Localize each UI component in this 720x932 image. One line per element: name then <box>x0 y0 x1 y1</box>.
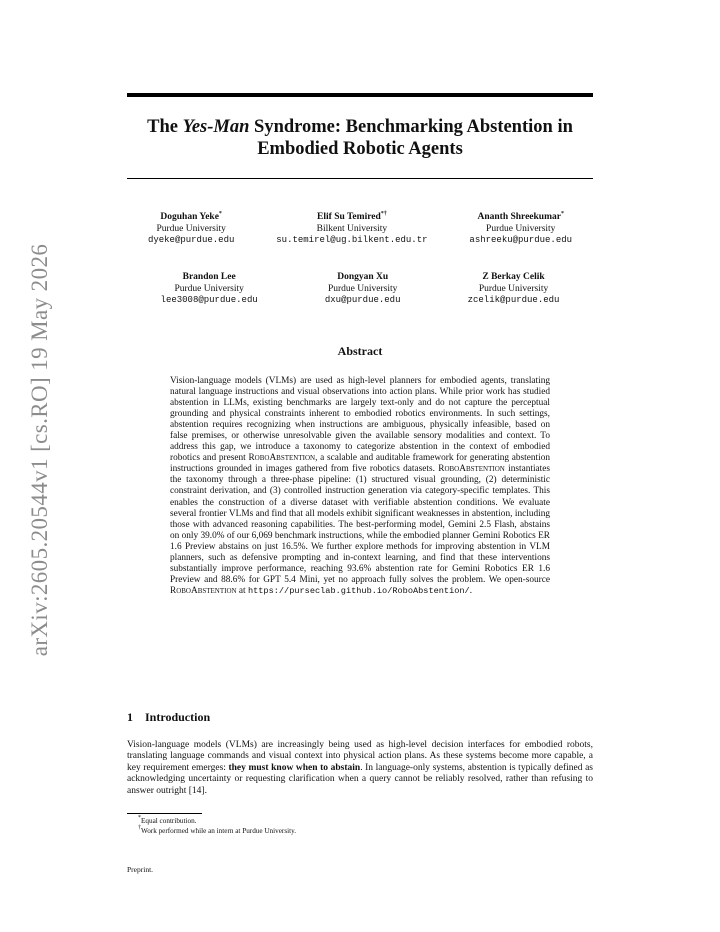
author-affiliation: Purdue University <box>174 283 244 294</box>
abstract-heading: Abstract <box>337 344 383 358</box>
author-email[interactable]: dxu@purdue.edu <box>324 295 401 305</box>
author-block <box>468 272 560 307</box>
key-requirement-text: they must know when to abstain <box>228 762 361 773</box>
author-mark: *† <box>380 211 387 217</box>
author-name: Ananth Shreekumar* <box>477 211 564 222</box>
author-mark: * <box>218 211 222 217</box>
section-title: Introduction <box>145 710 211 724</box>
author-mark: * <box>560 211 564 217</box>
title-italic: Yes-Man <box>182 117 250 137</box>
project-url-link[interactable]: https://purseclab.github.io/RoboAbstention/ <box>247 585 470 596</box>
title-bottom-rule <box>127 178 593 179</box>
footnote: †Work performed while an intern at Purdue University. <box>138 824 297 835</box>
title-part1: The <box>147 117 183 137</box>
author-name: Dongyan Xu <box>337 272 389 282</box>
author-name: Z Berkay Celik <box>482 272 545 282</box>
framework-name: RoboAbstention <box>438 464 505 475</box>
author-row-2 <box>127 272 593 307</box>
author-affiliation: Purdue University <box>327 283 398 294</box>
abstract-body <box>170 376 550 597</box>
author-affiliation: Purdue University <box>486 223 556 234</box>
footnote: *Equal contribution. <box>138 815 197 825</box>
author-block <box>276 212 427 247</box>
arxiv-identifier-text[interactable]: arXiv:2605.20544v1 [cs.RO] 19 May 2026 <box>27 243 52 657</box>
author-email[interactable]: lee3008@purdue.edu <box>160 295 258 305</box>
author-block <box>148 212 234 247</box>
author-email[interactable]: dyeke@purdue.edu <box>147 235 235 245</box>
section-number: 1 <box>127 710 133 724</box>
title-line2: Embodied Robotic Agents <box>257 139 463 159</box>
introduction-paragraph: Vision-language models (VLMs) are increasingly being used as high-level decision interfaces for embodied robots, translating language commands and visual context into physical action plans. As these systems become more capable, a key requirement emerges: they must know when to abstain. In language-only systems, abstention is typically defined as acknowledging uncertainty or requesting clarification when a query cannot be reliably resolved, rather than refusing to answer outright [14]. <box>127 740 593 796</box>
author-affiliation: Bilkent University <box>316 223 388 234</box>
author-email[interactable]: zcelik@purdue.edu <box>467 295 560 305</box>
paper-title <box>127 116 593 160</box>
framework-name: RoboAbstention <box>248 453 316 464</box>
section-heading <box>127 710 210 725</box>
author-name: Elif Su Temired*† <box>317 211 387 222</box>
author-affiliation: Purdue University <box>478 283 549 294</box>
author-email[interactable]: su.temirel@ug.bilkent.edu.tr <box>276 235 428 245</box>
title-top-rule <box>127 93 593 97</box>
author-row-1 <box>127 212 593 247</box>
framework-name: RoboAbstention <box>170 585 237 596</box>
preprint-label: Preprint. <box>127 865 154 874</box>
author-affiliation: Purdue University <box>156 223 226 234</box>
author-name: Doguhan Yeke* <box>160 211 222 222</box>
author-name: Brandon Lee <box>182 272 236 282</box>
author-email[interactable]: ashreeku@purdue.edu <box>469 235 573 245</box>
title-part2: Syndrome: Benchmarking Abstention in <box>249 117 573 137</box>
author-block <box>325 272 401 307</box>
abstract-paragraph: Vision-language models (VLMs) are used as high-level planners for embodied agents, translating natural language instructions and visual observations into action plans. While prior work has studied abstention in LLMs, existing benchmarks are largely text-only and do not capture the perceptual grounding and physical constraints inherent to embodied robotics environments. In such settings, abstention requires recognizing when instructions are ambiguous, physically infeasible, based on false premises, or otherwise unresolvable given the available sensory modalities and context. To address this gap, we introduce a taxonomy to categorize abstention in the context of embodied robotics and present RoboAbstention, a scalable and auditable framework for generating abstention instructions grounded in images gathered from five robotics datasets. RoboAbstention instantiates the taxonomy through a three-phase pipeline: (1) structured visual grounding, (2) deterministic constraint derivation, and (3) controlled instruction generation via category-specific templates. This enables the construction of a diverse dataset with verifiable abstention conditions. We evaluate several frontier VLMs and find that all models exhibit significant weaknesses in abstention, including those with advanced reasoning capabilities. The best-performing model, Gemini 2.5 Flash, abstains on only 39.0% of our 6,069 benchmark instructions, while the embodied planner Gemini Robotics ER 1.6 Preview abstains on just 16.5%. We further explore methods for improving abstention in VLM planners, such as defensive prompting and in-context learning, and find that these interventions substantially improve performance, reaching 93.6% abstention rate for Gemini Robotics ER 1.6 Preview and 88.6% for GPT 5.4 Mini, yet no approach fully solves the problem. We open-source RoboAbstention at https://purseclab.github.io/RoboAbstention/. <box>170 376 550 596</box>
footnote-rule <box>127 813 202 814</box>
author-block <box>161 272 258 307</box>
author-block <box>469 212 572 247</box>
footnotes <box>138 817 296 836</box>
